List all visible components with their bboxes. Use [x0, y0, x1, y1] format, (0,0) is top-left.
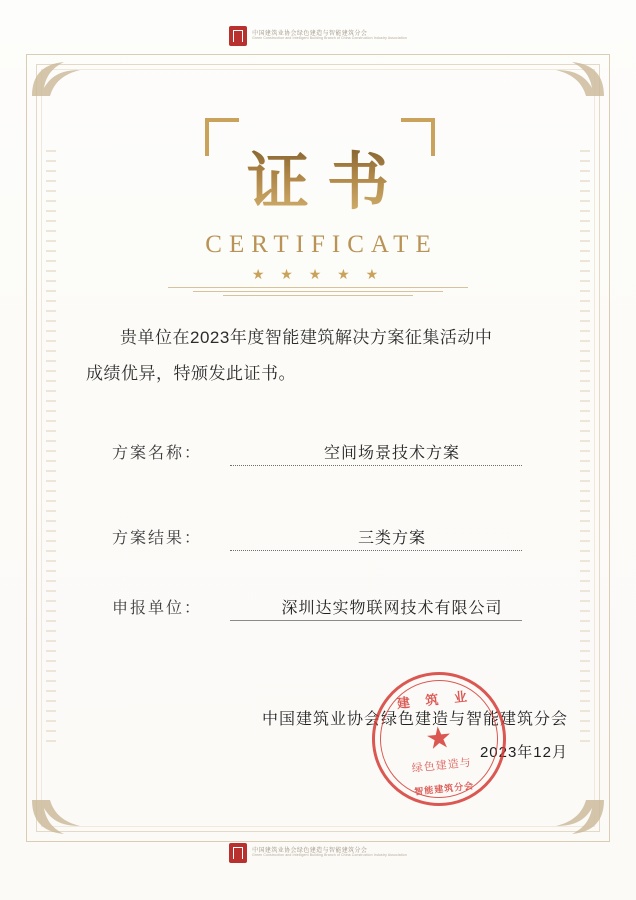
body-line-1-text: 贵单位在2023年度智能建筑解决方案征集活动中 [120, 328, 493, 347]
corner-flourish-icon [550, 798, 606, 838]
signature-date: 2023年12月 [479, 744, 568, 761]
seal-bottom-text: 智能建筑分会 [413, 780, 475, 797]
title-cn: 证书 [0, 132, 636, 221]
field-solution-name [112, 440, 532, 478]
field-value: 深圳达实物联网技术有限公司 [281, 600, 503, 617]
corner-flourish-icon [30, 58, 86, 98]
org-mark-text [252, 31, 407, 41]
star-icon: ★ [423, 720, 455, 757]
stars-icon: ★ ★ ★ ★ ★ [251, 266, 385, 282]
field-label: 方案名称： [112, 445, 203, 462]
field-underline [230, 465, 522, 466]
building-emblem-icon [229, 843, 247, 863]
corner-flourish-icon [550, 58, 606, 98]
field-label: 方案结果： [112, 530, 203, 547]
divider [223, 295, 413, 296]
field-label: 申报单位： [112, 600, 203, 617]
field-solution-result [112, 525, 532, 563]
certificate-title-block [0, 108, 636, 296]
bracket-left-icon [205, 118, 239, 156]
bracket-right-icon [401, 118, 435, 156]
signature-organization: 中国建筑业协会绿色建造与智能建筑分会 [261, 711, 568, 728]
building-emblem-icon [229, 26, 247, 46]
field-value: 三类方案 [357, 530, 426, 547]
org-name-en: Green Construction and Intelligent Building Branch of China Construction Industry Association [252, 36, 407, 41]
org-name-en: Green Construction and Intelligent Building Branch of China Construction Industry Association [252, 853, 407, 858]
org-mark-top [0, 26, 636, 46]
corner-flourish-icon [30, 798, 86, 838]
org-mark-text [252, 848, 407, 858]
divider [168, 287, 468, 288]
org-mark-bottom [0, 843, 636, 863]
title-rules [0, 287, 636, 296]
body-line-2: 成绩优异，特颁发此证书。 [86, 363, 296, 383]
seal-top-text: 建 筑 业 [396, 688, 474, 712]
field-applicant-company [112, 595, 532, 633]
divider [193, 291, 443, 292]
title-en: CERTIFICATE [205, 231, 438, 258]
body-line-1 [86, 320, 552, 356]
seal-mid-text: 绿色建造与 [411, 756, 473, 775]
field-underline [230, 620, 522, 621]
field-underline [230, 550, 522, 551]
org-name-cn: 中国建筑业协会绿色建造与智能建筑分会 [252, 847, 368, 854]
field-value: 空间场景技术方案 [323, 445, 460, 462]
body-paragraph [86, 320, 552, 391]
org-name-cn: 中国建筑业协会绿色建造与智能建筑分会 [252, 30, 368, 37]
